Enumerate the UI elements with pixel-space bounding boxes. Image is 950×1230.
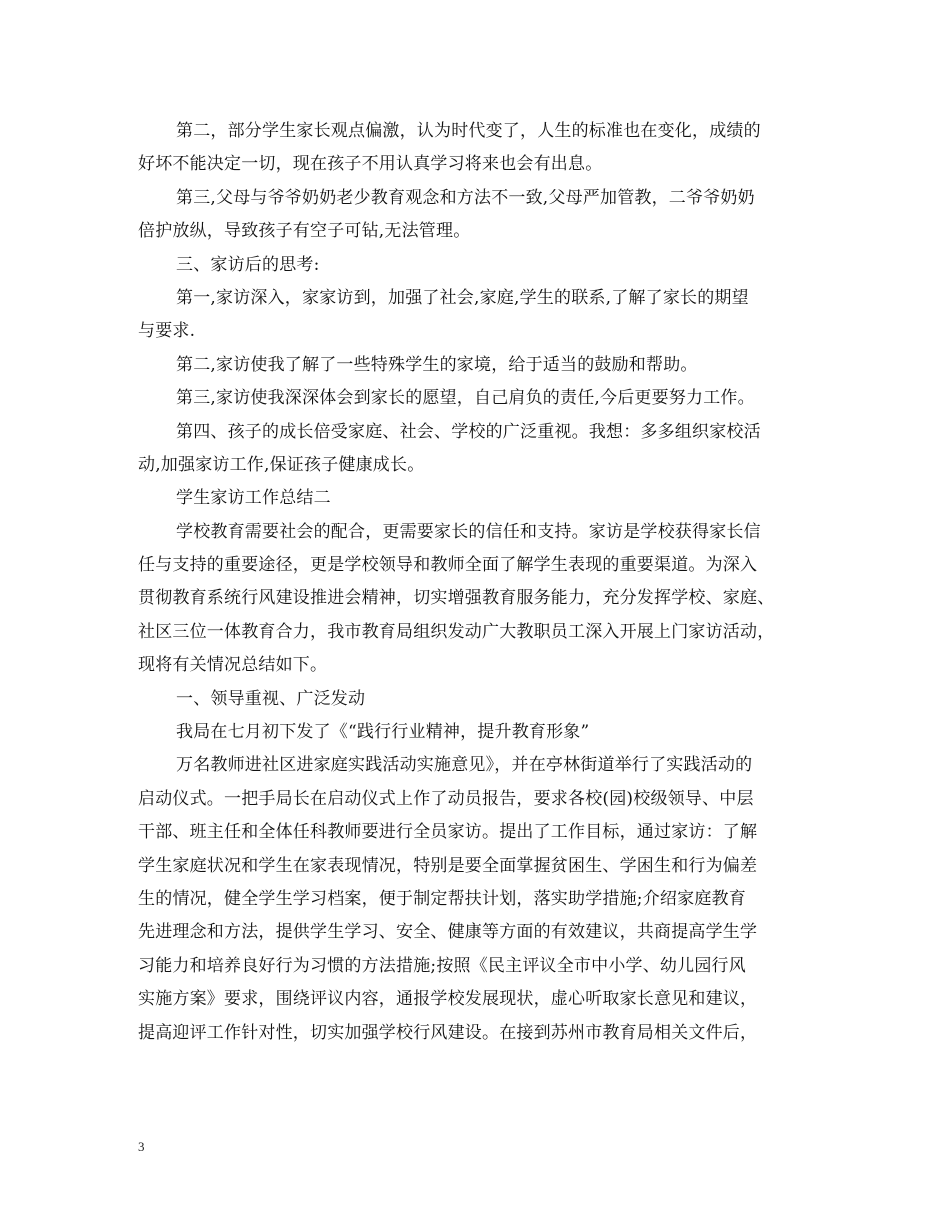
paragraph-line: 干部、班主任和全体任科教师要进行全员家访。提出了工作目标，通过家访：了解: [138, 822, 758, 843]
paragraph-line: 生的情况，健全学生学习档案，便于制定帮扶计划，落实助学措施;介绍家庭教育: [138, 888, 746, 909]
paragraph-line: 第三,家访使我深深体会到家长的愿望，自己肩负的责任,今后更要努力工作。: [176, 388, 755, 409]
paragraph-line: 贯彻教育系统行风建设推进会精神，切实增强教育服务能力，充分发挥学校、家庭、: [138, 588, 775, 609]
body-text: [138, 115, 828, 1050]
paragraph-line: 学生家庭状况和学生在家表现情况，特别是要全面掌握贫困生、学困生和行为偏差: [138, 855, 758, 876]
paragraph-line: 与要求.: [138, 321, 196, 342]
paragraph-line: 第四、孩子的成长倍受家庭、社会、学校的广泛重视。我想：多多组织家校活: [176, 421, 761, 442]
section-title: 学生家访工作总结二: [176, 488, 331, 509]
paragraph-line: 第二，部分学生家长观点偏激，认为时代变了，人生的标准也在变化，成绩的: [176, 121, 761, 141]
paragraph-line: 社区三位一体教育合力，我市教育局组织发动广大教职员工深入开展上门家访活动，: [138, 621, 775, 642]
page-number: 3: [138, 1139, 145, 1154]
paragraph-line: 第二,家访使我了解了一些特殊学生的家境，给于适当的鼓励和帮助。: [176, 354, 698, 375]
paragraph-line: 任与支持的重要途径，更是学校领导和教师全面了解学生表现的重要渠道。为深入: [138, 555, 758, 576]
paragraph-line: 现将有关情况总结如下。: [138, 655, 328, 676]
section-heading: 三、家访后的思考:: [176, 254, 320, 275]
paragraph-line: 动,加强家访工作,保证孩子健康成长。: [138, 454, 425, 475]
paragraph-line: 习能力和培养良好行为习惯的方法措施;按照《民主评议全市中小学、幼儿园行风: [138, 955, 746, 976]
paragraph-line: 我局在七月初下发了《“践行行业精神，提升教育形象”: [176, 722, 590, 743]
paragraph-line: 倍护放纵，导致孩子有空子可钻,无法管理。: [138, 221, 471, 242]
paragraph-line: 第三,父母与爷爷奶奶老少教育观念和方法不一致,父母严加管教，二爷爷奶奶: [176, 187, 755, 208]
paragraph-line: 第一,家访深入，家家访到，加强了社会,家庭,学生的联系,了解了家长的期望: [176, 287, 749, 308]
paragraph-line: 好坏不能决定一切，现在孩子不用认真学习将来也会有出息。: [138, 154, 603, 175]
paragraph-line: 学校教育需要社会的配合，更需要家长的信任和支持。家访是学校获得家长信: [176, 521, 761, 542]
paragraph-line: 万名教师进社区进家庭实践活动实施意见》，并在亭林街道举行了实践活动的: [176, 755, 753, 776]
section-heading: 一、领导重视、广泛发动: [176, 688, 366, 709]
paragraph-line: 实施方案》要求，围绕评议内容，通报学校发展现状，虚心听取家长意见和建议，: [138, 989, 758, 1010]
paragraph-line: 先进理念和方法，提供学生学习、安全、健康等方面的有效建议，共商提高学生学: [138, 922, 758, 943]
paragraph-line: 启动仪式。一把手局长在启动仪式上作了动员报告，要求各校(园)校级领导、中层: [138, 788, 754, 809]
paragraph-line: 提高迎评工作针对性，切实加强学校行风建设。在接到苏州市教育局相关文件后，: [138, 1022, 758, 1043]
